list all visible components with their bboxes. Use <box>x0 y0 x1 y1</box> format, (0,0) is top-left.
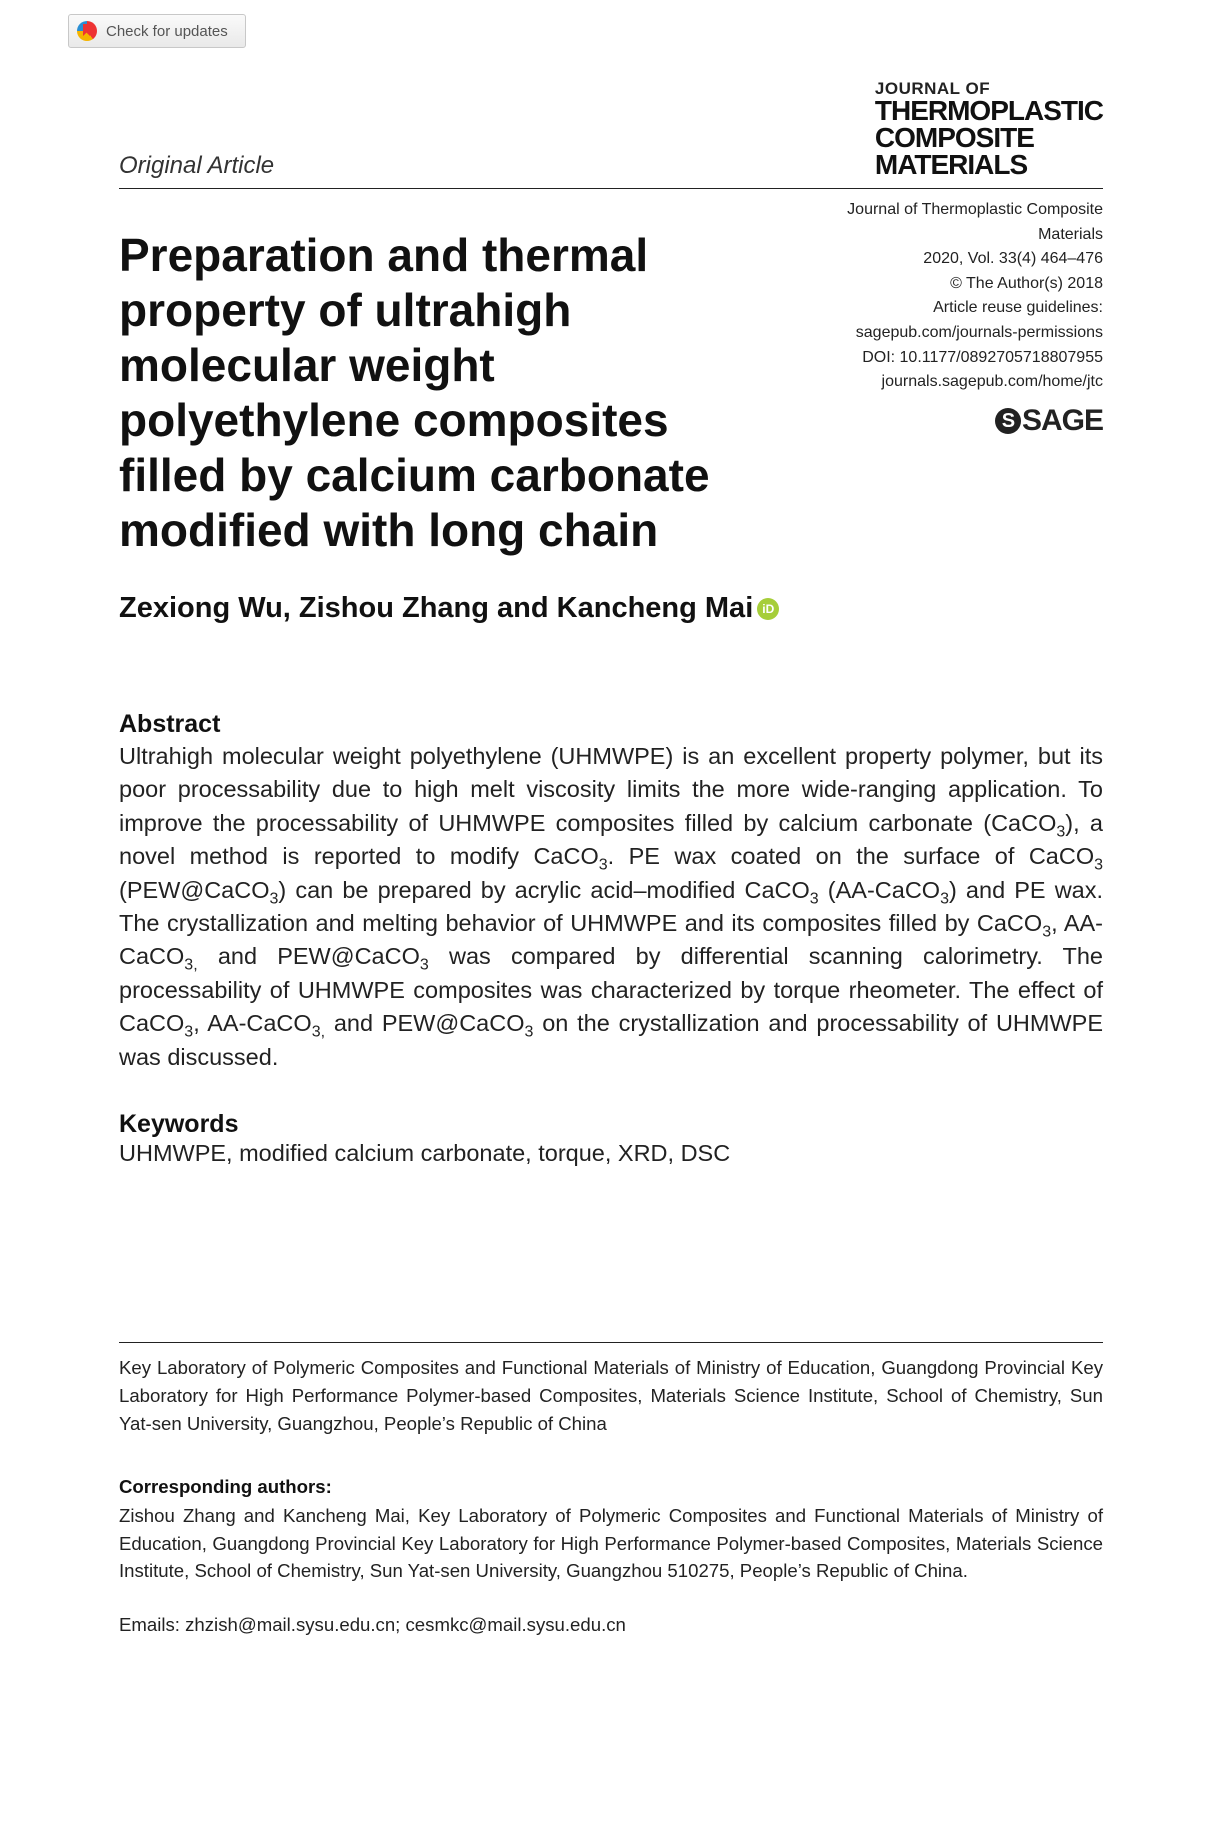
bookmark-icon <box>77 21 97 41</box>
meta-journal-name-cont: Materials <box>1038 225 1103 243</box>
abstract-run: , AA-CaCO <box>119 910 1103 970</box>
subscript: 3 <box>524 1023 534 1041</box>
abstract-run: and PEW@CaCO <box>325 1010 525 1037</box>
abstract-run: Ultrahigh molecular weight polyethylene (UHMWPE) is an excellent property polymer, but its poor processability due to high melt viscosity limits the more wide-ranging application. To improve the processability of UHMWPE composites filled by calcium carbonate (CaCO <box>119 743 1103 836</box>
affiliation-text: Key Laboratory of Polymeric Composites and Functional Materials of Ministry of Education, Guangdong Provincial Key Laboratory for High Performance Polymer-based Composites, Materials Science Institute, School of Chemistry, Sun Yat-sen University, Guangzhou, People’s Republic of China <box>119 1357 1103 1434</box>
abstract-run: ) can be prepared by acrylic acid–modified CaCO <box>278 876 810 903</box>
corresponding-text: Zishou Zhang and Kancheng Mai, Key Laboratory of Polymeric Composites and Functional Materials of Ministry of Education, Guangdong Provincial Key Laboratory for High Performance Polymer-based Composites, Materials Science Institute, School of Chemistry, Sun Yat-sen University, Guangzhou 510275, People’s Republic of China. <box>119 1505 1103 1581</box>
abstract-run: ), a novel method is reported to modify CaCO <box>119 809 1103 870</box>
orcid-icon[interactable]: iD <box>757 598 779 620</box>
abstract-run: on the crystallization and processability of UHMWPE was discussed. <box>119 1010 1103 1070</box>
subscript: 3, <box>311 1023 326 1041</box>
subscript: 3 <box>1042 923 1052 941</box>
journal-logo-line3: COMPOSITE <box>874 122 1034 153</box>
journal-meta <box>783 198 1103 395</box>
abstract-run: was compared by differential scanning calorimetry. The processability of UHMWPE composites was characterized by torque rheometer. The effect of CaCO <box>119 943 1103 1037</box>
subscript: 3 <box>809 890 819 908</box>
meta-copyright: © The Author(s) 2018 <box>950 274 1103 292</box>
subscript: 3 <box>184 1023 194 1041</box>
abstract-run: (AA-CaCO <box>818 876 941 903</box>
subscript: 3 <box>1056 823 1066 841</box>
meta-doi-link[interactable]: DOI: 10.1177/0892705718807955 <box>862 348 1103 366</box>
author-list <box>119 592 779 625</box>
check-for-updates-badge[interactable] <box>68 14 246 48</box>
article-title: Preparation and thermal property of ultrahigh molecular weight polyethylene composites filled by calcium carbonate modified with long chain <box>119 229 710 556</box>
abstract-run: ) and PE wax. The crystallization and melting behavior of UHMWPE and its composites filled by CaCO <box>119 876 1104 937</box>
footnote-divider <box>119 1342 1103 1343</box>
subscript: 3 <box>269 890 279 908</box>
subscript: 3 <box>940 890 949 908</box>
subscript: 3 <box>1094 856 1104 874</box>
authors-text: Zexiong Wu, Zishou Zhang and Kancheng Mai <box>119 592 754 624</box>
subscript: 3 <box>419 957 429 975</box>
journal-logo-line2: THERMOPLASTIC <box>874 95 1103 126</box>
check-for-updates-label: Check for updates <box>106 22 228 40</box>
abstract-run: and PEW@CaCO <box>197 943 420 970</box>
subscript: 3 <box>598 856 608 874</box>
sage-mark-icon: S <box>995 408 1021 434</box>
meta-journal-home-link[interactable]: journals.sagepub.com/home/jtc <box>881 373 1103 391</box>
abstract-text <box>119 740 1103 1074</box>
keywords-text: UHMWPE, modified calcium carbonate, torque, XRD, DSC <box>119 1140 731 1166</box>
abstract-run: (PEW@CaCO <box>119 876 270 903</box>
meta-reuse-label: Article reuse guidelines: <box>933 299 1103 317</box>
abstract-run: , AA-CaCO <box>193 1010 312 1037</box>
subscript: 3, <box>184 957 198 975</box>
article-type: Original Article <box>119 152 275 179</box>
header-divider <box>119 188 1103 189</box>
abstract-heading: Abstract <box>119 710 221 738</box>
meta-volume: 2020, Vol. 33(4) 464–476 <box>923 250 1103 268</box>
corresponding-emails[interactable]: Emails: zhzish@mail.sysu.edu.cn; cesmkc@mail.sysu.edu.cn <box>119 1614 626 1635</box>
meta-permissions-link[interactable]: sagepub.com/journals-permissions <box>855 323 1103 341</box>
journal-logo-line1: JOURNAL OF <box>874 79 991 98</box>
abstract-run: . PE wax coated on the surface of CaCO <box>607 843 1095 870</box>
meta-journal-name: Journal of Thermoplastic Composite <box>847 201 1103 218</box>
journal-logo <box>875 80 1103 178</box>
keywords-heading: Keywords <box>119 1110 239 1138</box>
publisher-name: SAGE <box>1021 404 1103 437</box>
corresponding-heading: Corresponding authors: <box>119 1476 332 1497</box>
publisher-logo <box>995 404 1103 438</box>
journal-logo-line4: MATERIALS <box>874 149 1028 180</box>
